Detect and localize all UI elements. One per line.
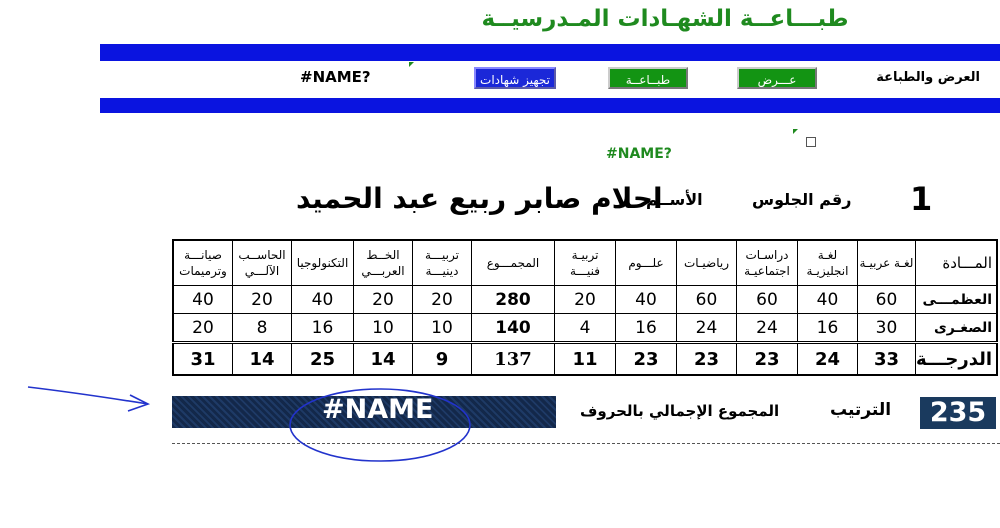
view-print-label: العرض والطباعة bbox=[876, 70, 980, 85]
min-label: الصغـرى bbox=[916, 314, 998, 343]
table-cell: 31 bbox=[173, 343, 233, 376]
grades-table bbox=[172, 239, 998, 376]
dashed-divider bbox=[172, 443, 1000, 444]
column-header: المجمـــوع bbox=[472, 240, 555, 286]
table-cell: 20 bbox=[413, 286, 472, 314]
table-cell: 40 bbox=[616, 286, 677, 314]
table-cell: 24 bbox=[677, 314, 737, 343]
annotation-arrow bbox=[28, 387, 148, 404]
name-label: الأســم bbox=[646, 190, 703, 209]
table-cell: 10 bbox=[354, 314, 413, 343]
table-cell: 137 bbox=[472, 343, 555, 376]
column-header: رياضيـات bbox=[677, 240, 737, 286]
rank-label: الترتيب bbox=[830, 400, 892, 420]
subject-label: المـــادة bbox=[916, 240, 998, 286]
column-header: لغـة عربيـة bbox=[858, 240, 916, 286]
table-cell: 40 bbox=[292, 286, 354, 314]
table-cell: 23 bbox=[616, 343, 677, 376]
cell-comment-marker bbox=[793, 129, 798, 134]
page-title: طبـــاعــة الشهـادات المـدرسيــة bbox=[481, 6, 849, 32]
total-in-words-box bbox=[172, 396, 556, 428]
table-header-row bbox=[173, 240, 997, 286]
name-error-cell: #NAME? bbox=[606, 146, 672, 162]
table-cell: 14 bbox=[354, 343, 413, 376]
table-cell: 30 bbox=[858, 314, 916, 343]
view-button[interactable]: عـــرض bbox=[737, 67, 817, 89]
table-cell: 24 bbox=[798, 343, 858, 376]
column-header: الخــط العربـــي bbox=[354, 240, 413, 286]
cell-comment-marker bbox=[409, 62, 414, 67]
table-cell: 23 bbox=[737, 343, 798, 376]
table-cell: 140 bbox=[472, 314, 555, 343]
table-row bbox=[173, 314, 997, 343]
seat-number-label: رقم الجلوس bbox=[752, 190, 852, 209]
table-cell: 8 bbox=[233, 314, 292, 343]
table-cell: 40 bbox=[798, 286, 858, 314]
prepare-certificates-button[interactable]: تجهيز شهادات bbox=[474, 67, 556, 89]
table-cell: 9 bbox=[413, 343, 472, 376]
column-header: علـــوم bbox=[616, 240, 677, 286]
column-header: صيانـــة وترميمات bbox=[173, 240, 233, 286]
table-cell: 33 bbox=[858, 343, 916, 376]
table-row bbox=[173, 343, 997, 376]
annotation-arrowhead bbox=[128, 395, 148, 411]
total-in-words-value: #NAME bbox=[322, 394, 434, 425]
table-cell: 20 bbox=[233, 286, 292, 314]
table-cell: 60 bbox=[858, 286, 916, 314]
header-name-cell: #NAME? bbox=[300, 68, 371, 86]
bottom-blue-band bbox=[100, 98, 1000, 113]
table-cell: 20 bbox=[354, 286, 413, 314]
table-cell: 11 bbox=[555, 343, 616, 376]
student-name: احلام صابر ربيع عبد الحميد bbox=[296, 182, 663, 215]
table-cell: 24 bbox=[737, 314, 798, 343]
table-cell: 23 bbox=[677, 343, 737, 376]
total-in-words-label: المجموع الإجمالي بالحروف bbox=[580, 402, 780, 420]
table-cell: 60 bbox=[737, 286, 798, 314]
table-row bbox=[173, 286, 997, 314]
max-label: العظمـــى bbox=[916, 286, 998, 314]
table-cell: 20 bbox=[173, 314, 233, 343]
table-cell: 20 bbox=[555, 286, 616, 314]
grade-label: الدرجـــة bbox=[916, 343, 998, 376]
column-header: دراسـات اجتماعيـة bbox=[737, 240, 798, 286]
checkbox[interactable] bbox=[806, 137, 816, 147]
seat-number-value: 1 bbox=[910, 180, 933, 218]
top-blue-band bbox=[100, 44, 1000, 61]
column-header: الحاســب الآلـــي bbox=[233, 240, 292, 286]
print-button[interactable]: طبــاعــة bbox=[608, 67, 688, 89]
column-header: تربيـة فنيـــة bbox=[555, 240, 616, 286]
column-header: تربيـــة دينيـــة bbox=[413, 240, 472, 286]
table-cell: 16 bbox=[616, 314, 677, 343]
table-cell: 280 bbox=[472, 286, 555, 314]
table-cell: 16 bbox=[292, 314, 354, 343]
table-cell: 60 bbox=[677, 286, 737, 314]
table-cell: 14 bbox=[233, 343, 292, 376]
column-header: لغـة انجليزيـة bbox=[798, 240, 858, 286]
table-cell: 10 bbox=[413, 314, 472, 343]
table-cell: 40 bbox=[173, 286, 233, 314]
rank-value: 235 bbox=[920, 397, 996, 429]
table-cell: 4 bbox=[555, 314, 616, 343]
column-header: التكنولوجيا bbox=[292, 240, 354, 286]
table-cell: 16 bbox=[798, 314, 858, 343]
table-cell: 25 bbox=[292, 343, 354, 376]
